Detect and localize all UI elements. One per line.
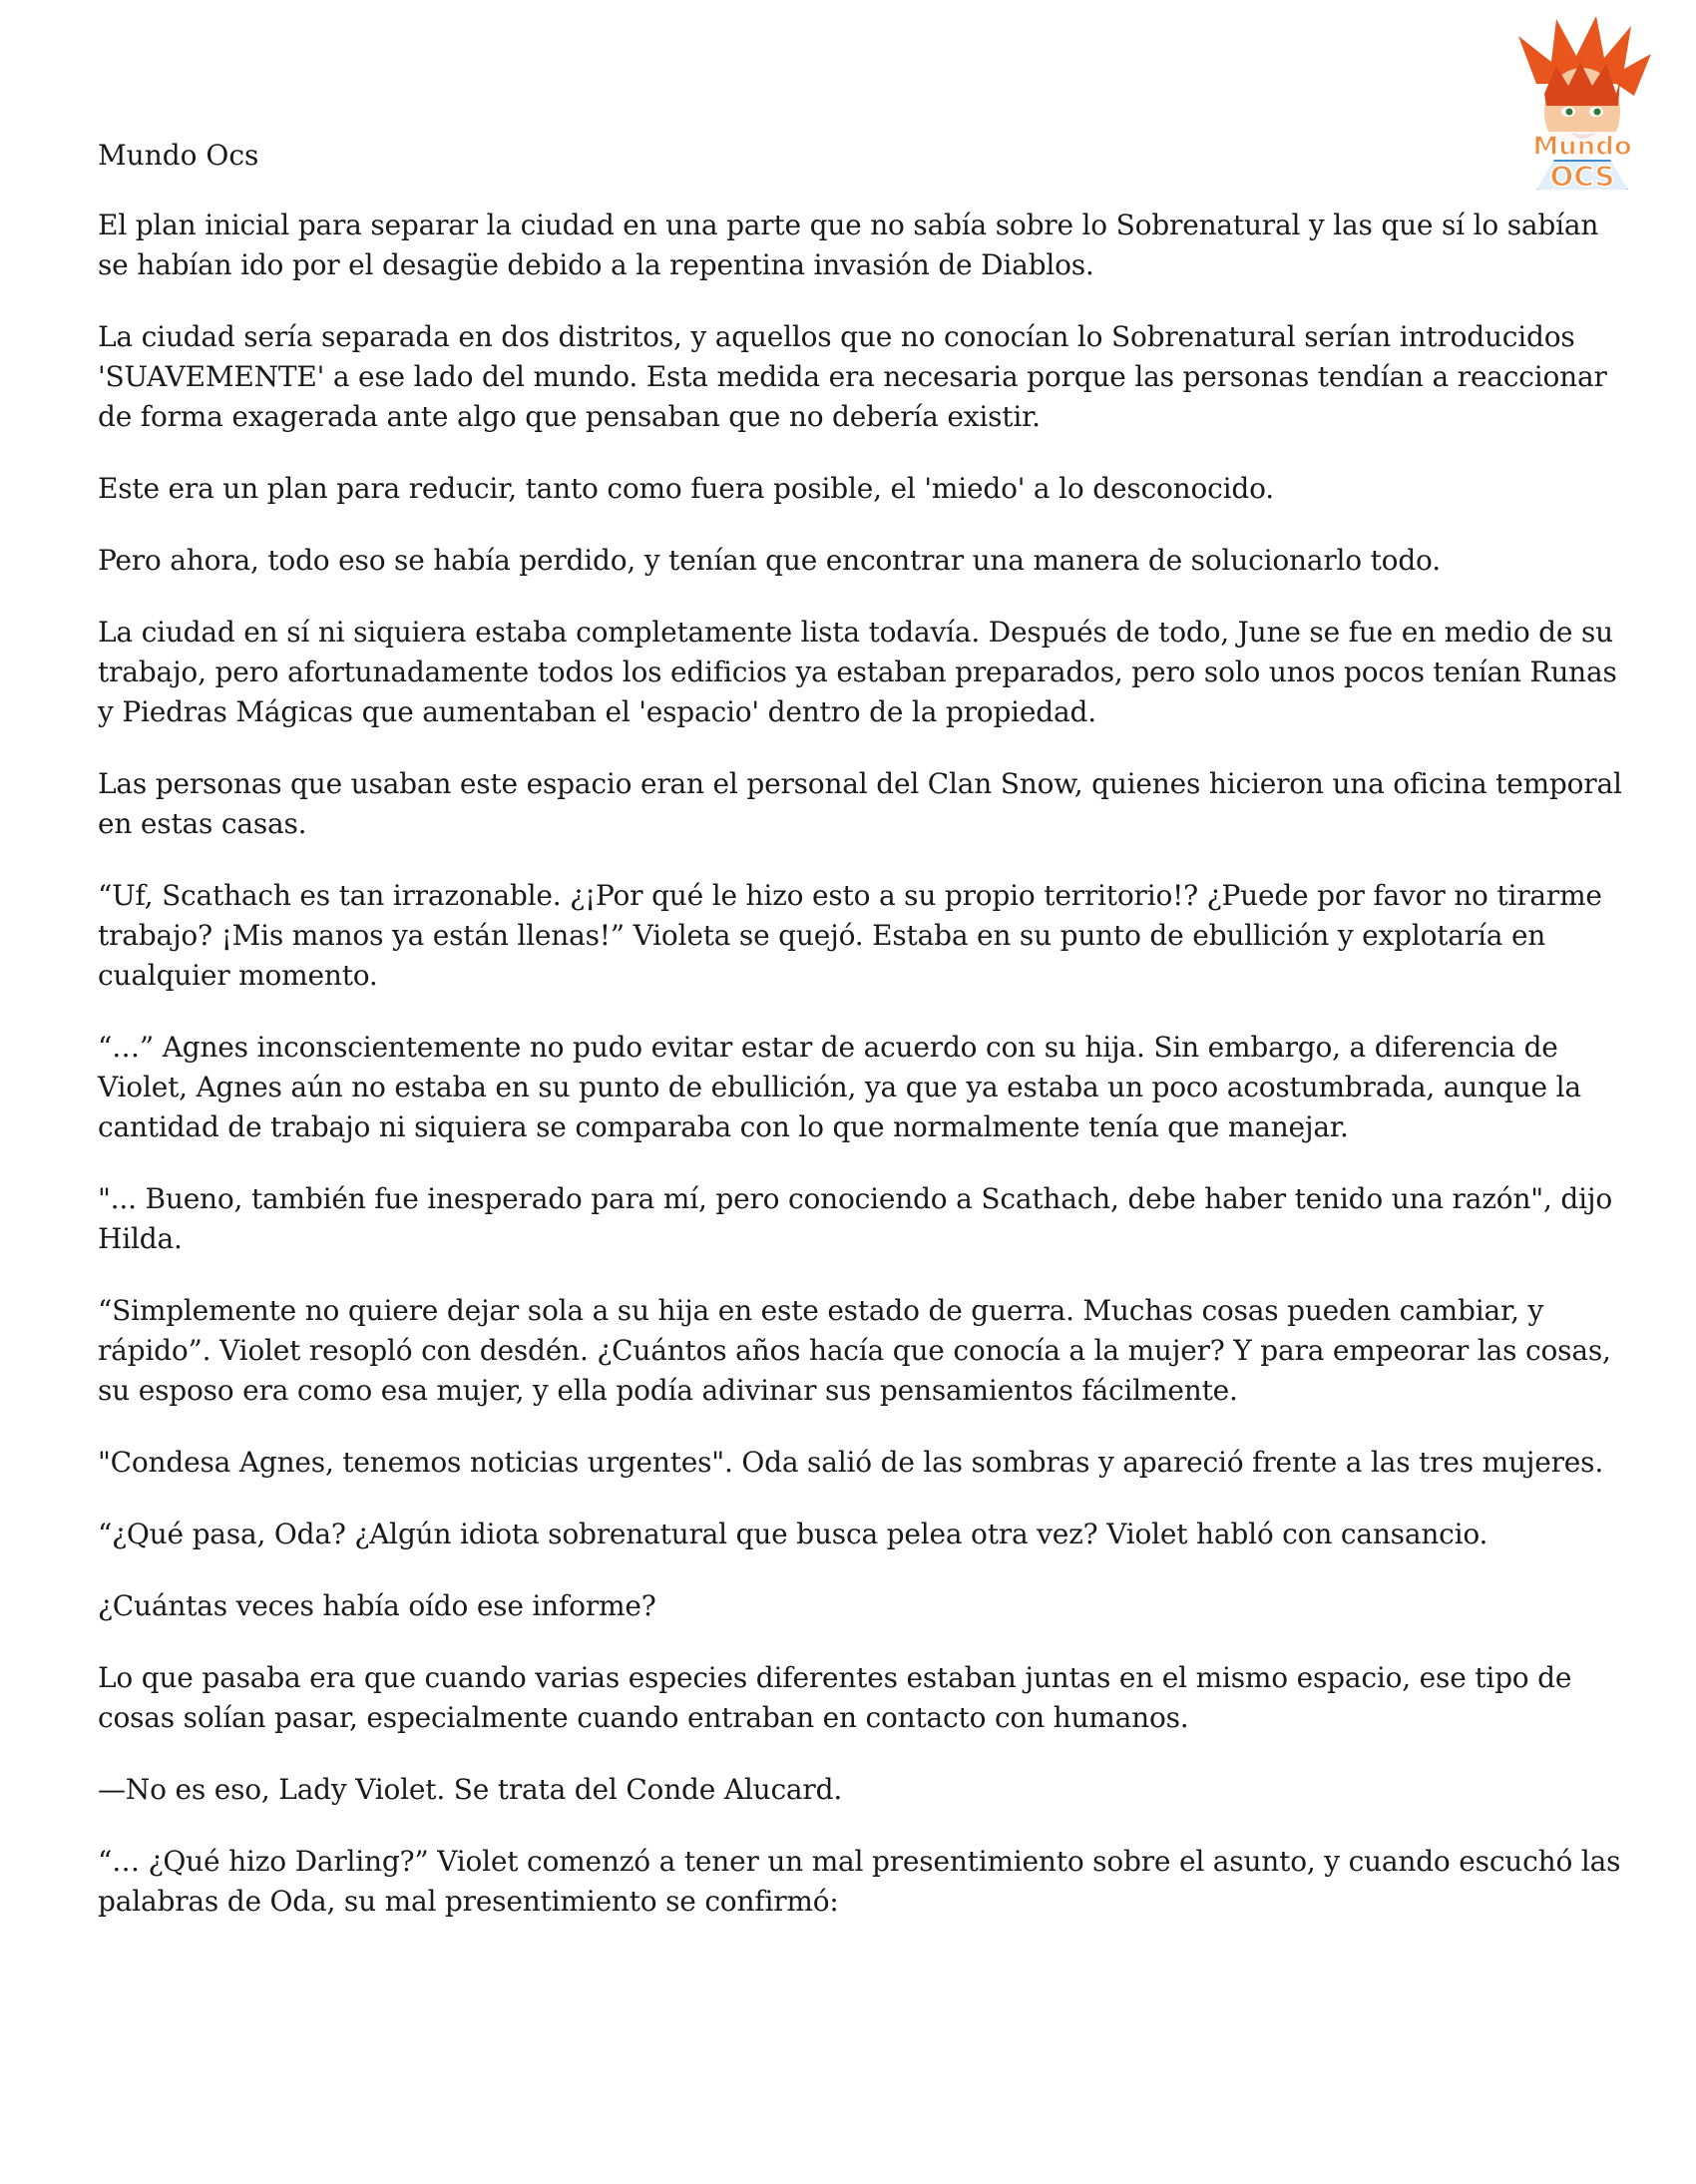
paragraph: Las personas que usaban este espacio eran el personal del Clan Snow, quienes hicieron una oficina temporal en estas casas.	[98, 767, 1622, 840]
paragraph: La ciudad sería separada en dos distritos, y aquellos que no conocían lo Sobrenatural serían introducidos 'SUAVEMENTE' a ese lado del mundo. Esta medida era necesaria porque las personas tendían a reaccionar de forma exagerada ante algo que pensaban que no debería existir.	[98, 320, 1607, 433]
paragraph: Este era un plan para reducir, tanto como fuera posible, el 'miedo' a lo desconocido.	[98, 472, 1274, 505]
paragraph: “Simplemente no quiere dejar sola a su hija en este estado de guerra. Muchas cosas pueden cambiar, y rápido”. Violet resopló con desdén. ¿Cuántos años hacía que conocía a la mujer? Y para empeorar las cosas, su esposo era como esa mujer, y ella podía adivinar sus pensamientos fácilmente.	[98, 1294, 1611, 1407]
paragraph: —No es eso, Lady Violet. Se trata del Conde Alucard.	[98, 1773, 843, 1806]
paragraph: La ciudad en sí ni siquiera estaba completamente lista todavía. Después de todo, June se fue en medio de su trabajo, pero afortunadamente todos los edificios ya estaban preparados, pero solo unos pocos tenían Runas y Piedras Mágicas que aumentaban el 'espacio' dentro de la propiedad.	[98, 616, 1617, 728]
paragraph: “… ¿Qué hizo Darling?” Violet comenzó a tener un mal presentimiento sobre el asunto, y cuando escuchó las palabras de Oda, su mal presentimiento se confirmó:	[98, 1845, 1621, 1918]
paragraph: Lo que pasaba era que cuando varias especies diferentes estaban juntas en el mismo espacio, ese tipo de cosas solían pasar, especialmente cuando entraban en contacto con humanos.	[98, 1661, 1572, 1734]
paragraph: “¿Qué pasa, Oda? ¿Algún idiota sobrenatural que busca pelea otra vez? Violet habló con cansancio.	[98, 1518, 1488, 1550]
paragraph: El plan inicial para separar la ciudad en una parte que no sabía sobre lo Sobrenatural y las que sí lo sabían se habían ido por el desagüe debido a la repentina invasión de Diablos.	[98, 209, 1599, 281]
paragraph: ¿Cuántas veces había oído ese informe?	[98, 1589, 656, 1622]
document-title: Mundo Ocs	[98, 139, 259, 172]
paragraph: "Condesa Agnes, tenemos noticias urgentes". Oda salió de las sombras y apareció frente a las tres mujeres.	[98, 1446, 1604, 1479]
logo-text-top: Mundo	[1532, 132, 1632, 162]
logo-graphic	[1496, 14, 1668, 190]
paragraph: Pero ahora, todo eso se había perdido, y tenían que encontrar una manera de solucionarlo todo.	[98, 544, 1441, 577]
paragraph: "... Bueno, también fue inesperado para mí, pero conociendo a Scathach, debe haber tenido una razón", dijo Hilda.	[98, 1182, 1612, 1255]
logo-text	[1496, 132, 1668, 190]
logo-text-bottom: OCS	[1549, 160, 1615, 190]
paragraph: “…” Agnes inconscientemente no pudo evitar estar de acuerdo con su hija. Sin embargo, a diferencia de Violet, Agnes aún no estaba en su punto de ebullición, ya que ya estaba un poco acostumbrada, aunque la cantidad de trabajo ni siquiera se comparaba con lo que normalmente tenía que manejar.	[98, 1031, 1581, 1143]
paragraph: “Uf, Scathach es tan irrazonable. ¿¡Por qué le hizo esto a su propio territorio!? ¿Puede por favor no tirarme trabajo? ¡Mis manos ya están llenas!” Violeta se quejó. Estaba en su punto de ebullición y explotaría en cualquier momento.	[98, 879, 1602, 992]
mundo-ocs-logo	[1496, 14, 1668, 190]
document-body	[98, 206, 1624, 1954]
